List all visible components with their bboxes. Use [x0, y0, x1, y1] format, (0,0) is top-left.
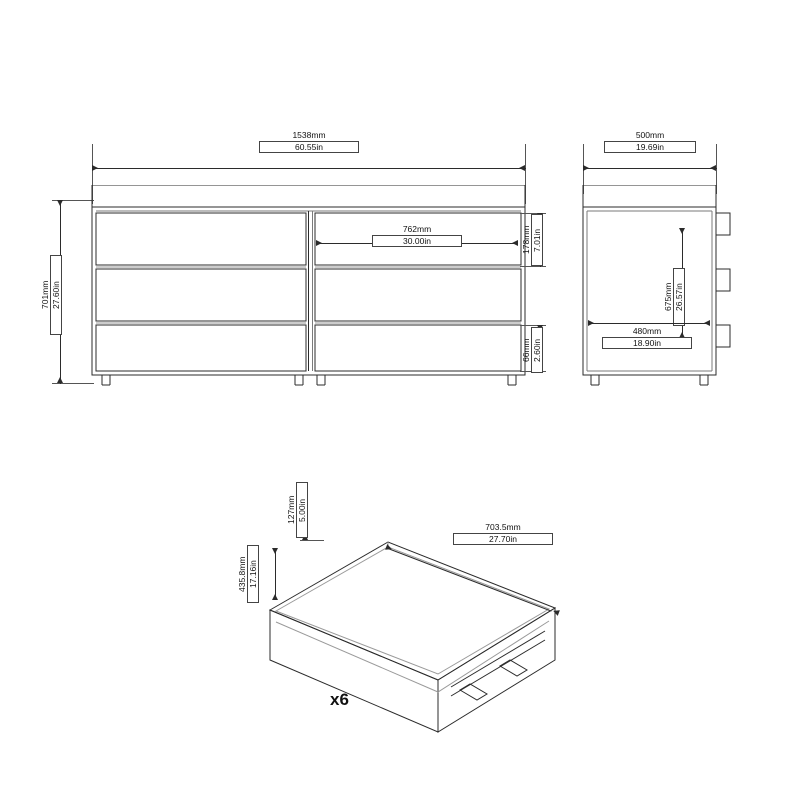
dim-drawer-box-height: 127mm 5.00in — [286, 482, 309, 538]
dim-drawer-box-width: 703.5mm 27.70in — [453, 522, 553, 545]
dim-side-depth: 500mm 19.69in — [604, 130, 696, 153]
dim-line-inner-depth — [588, 323, 710, 324]
dim-front-width: 1538mm 60.55in — [259, 130, 359, 153]
dim-line-box-depth — [275, 548, 276, 600]
arrow-drawer-left — [316, 240, 322, 246]
arrow-down — [57, 377, 63, 383]
dim-front-height: 701mm 27.60in — [40, 255, 63, 335]
arrow-up — [57, 200, 63, 206]
arrow-box-d-down — [272, 594, 278, 600]
dim-side-inner-depth: 480mm 18.90in — [602, 326, 692, 349]
arrow-left — [92, 165, 98, 171]
dim-drawer-box-depth: 435.8mm 17.16in — [237, 545, 260, 603]
ext-box-h — [300, 540, 324, 541]
arrow-inner-d-left — [588, 320, 594, 326]
dim-drawer-front-width: 762mm 30.00in — [372, 224, 462, 247]
quantity-label: x6 — [330, 690, 349, 709]
front-cabinet-outline — [88, 185, 548, 405]
dim-drawer-front-height: 178mm 7.01in — [521, 214, 544, 266]
dim-side-inner-height: 675mm 26.57in — [663, 268, 686, 326]
arrow-drawer-right — [512, 240, 518, 246]
dim-line-depth — [583, 168, 717, 169]
ext-drawer-h-bot — [520, 266, 546, 267]
arrow-inner-h-up — [679, 228, 685, 234]
arrow-inner-d-right — [704, 320, 710, 326]
dim-drawer-gap: 66mm 2.60in — [521, 327, 544, 373]
arrow-depth-left — [583, 165, 589, 171]
arrow-box-d-up — [272, 548, 278, 554]
arrow-depth-right — [710, 165, 716, 171]
arrow-right — [519, 165, 525, 171]
dim-line-width — [92, 168, 526, 169]
